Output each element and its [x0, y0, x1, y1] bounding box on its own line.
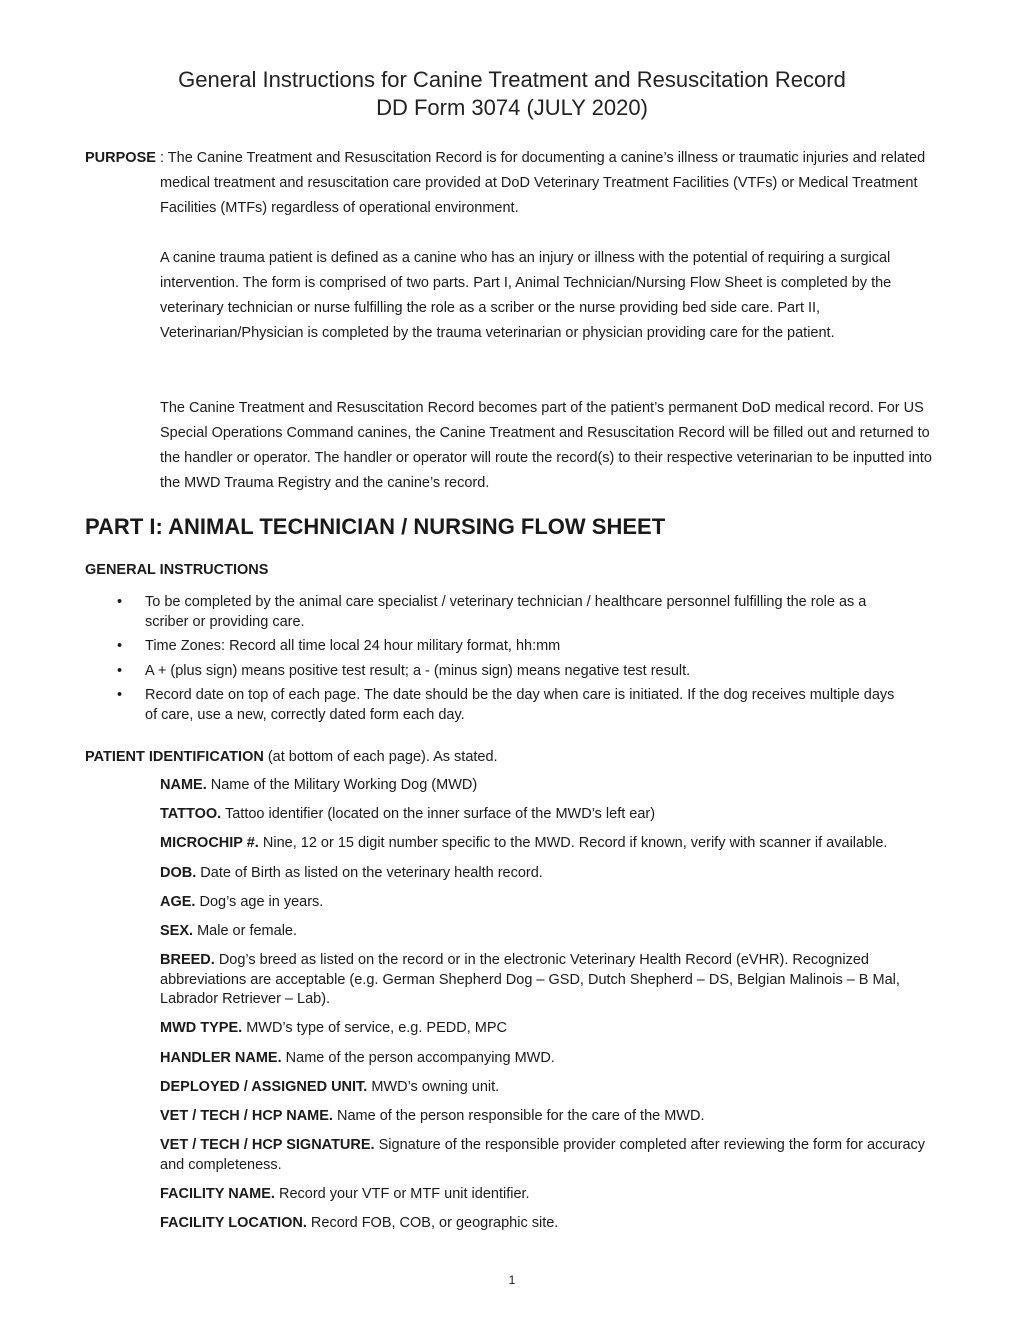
patient-identification-heading — [85, 746, 498, 768]
list-item-text: Record date on top of each page. The date should be the day when care is initiated. If the dog receives multiple days of care, use a new, correctly dated form each day. — [145, 687, 895, 723]
field-vet-name — [160, 1107, 950, 1127]
patient-identification-label: PATIENT IDENTIFICATION — [85, 749, 264, 765]
field-dob — [160, 864, 950, 884]
field-label: FACILITY NAME. — [160, 1185, 275, 1202]
list-item — [0, 593, 905, 632]
field-label: BREED. — [160, 952, 215, 969]
list-item — [0, 662, 905, 682]
field-label: VET / TECH / HCP NAME. — [160, 1107, 333, 1124]
field-description: Date of Birth as listed on the veterinary health record. — [196, 864, 543, 881]
purpose-text: : The Canine Treatment and Resuscitation Record is for documenting a canine’s illness or traumatic injuries and related medical treatment and resuscitation care provided at DoD Veterinary Treatment Facilities (VTFs) or Medical Treatment Facilities (MTFs) regardless of operational environment. — [160, 150, 926, 216]
field-facility-location — [160, 1214, 950, 1234]
field-label: DEPLOYED / ASSIGNED UNIT. — [160, 1078, 368, 1095]
purpose-paragraph — [160, 146, 950, 221]
form-number: DD Form 3074 (JULY 2020) — [376, 95, 648, 120]
field-name — [160, 776, 950, 796]
field-description: Male or female. — [193, 922, 298, 939]
field-mwd-type — [160, 1019, 950, 1039]
field-label: TATTOO. — [160, 806, 222, 823]
field-label: MICROCHIP #. — [160, 835, 259, 852]
field-description: Nine, 12 or 15 digit number specific to the MWD. Record if known, verify with scanner if available. — [258, 835, 888, 852]
field-breed — [160, 951, 950, 1010]
field-label: HANDLER NAME. — [160, 1049, 282, 1066]
field-label: VET / TECH / HCP SIGNATURE. — [160, 1137, 375, 1154]
patient-identification-text: (at bottom of each page). As stated. — [263, 749, 498, 765]
list-item-text: A + (plus sign) means positive test result; a - (minus sign) means negative test result. — [145, 662, 691, 679]
bullet-icon: • — [117, 687, 123, 703]
field-label: MWD TYPE. — [160, 1020, 243, 1037]
field-deployed-unit — [160, 1078, 950, 1098]
field-age — [160, 893, 950, 913]
field-description: MWD’s type of service, e.g. PEDD, MPC — [242, 1020, 507, 1037]
field-description: MWD’s owning unit. — [367, 1078, 500, 1095]
field-label: NAME. — [160, 777, 207, 793]
bullet-icon: • — [117, 662, 123, 679]
field-label: FACILITY LOCATION. — [160, 1214, 307, 1231]
field-handler-name — [160, 1049, 950, 1069]
field-description: Name of the person accompanying MWD. — [281, 1049, 555, 1066]
record-paragraph: The Canine Treatment and Resuscitation Record becomes part of the patient’s permanent DoD medical record. For US Special Operations Command canines, the Canine Treatment and Resuscitation Record will be filled out and returned to the handler or operator. The handler or operator will route the record(s) to their respective veterinarian to be inputted into the MWD Trauma Registry and the canine’s record. — [160, 400, 932, 491]
bullet-icon: • — [117, 638, 123, 654]
field-label: SEX. — [160, 922, 194, 939]
field-description: Signature of the responsible provider completed after reviewing the form for accuracy and completeness. — [160, 1137, 926, 1173]
list-item — [0, 686, 905, 725]
field-description: Name of the person responsible for the care of the MWD. — [332, 1107, 705, 1124]
field-description: Tattoo identifier (located on the inner surface of the MWD’s left ear) — [221, 806, 656, 823]
trauma-patient-paragraph: A canine trauma patient is defined as a canine who has an injury or illness with the potential of requiring a surgical intervention. The form is comprised of two parts. Part I, Animal Technician/Nursing Flow Sheet is completed by the veterinary technician or nurse fulfilling the role as a scriber or the nurse providing bed side care. Part II, Veterinarian/Physician is completed by the trauma veterinarian or physician providing care for the patient. — [160, 250, 892, 341]
field-vet-signature — [160, 1136, 950, 1175]
document-title: General Instructions for Canine Treatment and Resuscitation Record — [178, 67, 846, 92]
general-instructions-heading: GENERAL INSTRUCTIONS — [85, 562, 269, 578]
part-one-heading: PART I: ANIMAL TECHNICIAN / NURSING FLOW SHEET — [85, 514, 666, 539]
patient-fields-list — [160, 776, 950, 1243]
field-description: Record your VTF or MTF unit identifier. — [274, 1185, 530, 1202]
field-sex — [160, 922, 950, 942]
field-description: Dog’s breed as listed on the record or in the electronic Veterinary Health Record (eVHR). Recognized abbreviations are acceptable (e.g. German Shepherd Dog – GSD, Dutch Shepherd – DS, Belgian Malinois – B Mal, Labrador Retriever – Lab). — [160, 952, 900, 1008]
purpose-label: PURPOSE — [85, 150, 156, 166]
list-item-text: Time Zones: Record all time local 24 hour military format, hh:mm — [145, 638, 561, 654]
field-label: DOB. — [160, 864, 197, 881]
field-description: Dog’s age in years. — [195, 893, 324, 910]
field-facility-name — [160, 1185, 950, 1205]
list-item-text: To be completed by the animal care specialist / veterinary technician / healthcare personnel fulfilling the role as a scriber or providing care. — [145, 594, 867, 630]
list-item — [0, 637, 905, 657]
instructions-list — [0, 593, 905, 730]
field-microchip — [160, 834, 950, 854]
field-tattoo — [160, 805, 950, 825]
field-description: Name of the Military Working Dog (MWD) — [206, 777, 478, 793]
field-label: AGE. — [160, 893, 196, 910]
page-number: 1 — [508, 1273, 516, 1287]
bullet-icon: • — [117, 594, 123, 610]
field-description: Record FOB, COB, or geographic site. — [306, 1214, 559, 1231]
